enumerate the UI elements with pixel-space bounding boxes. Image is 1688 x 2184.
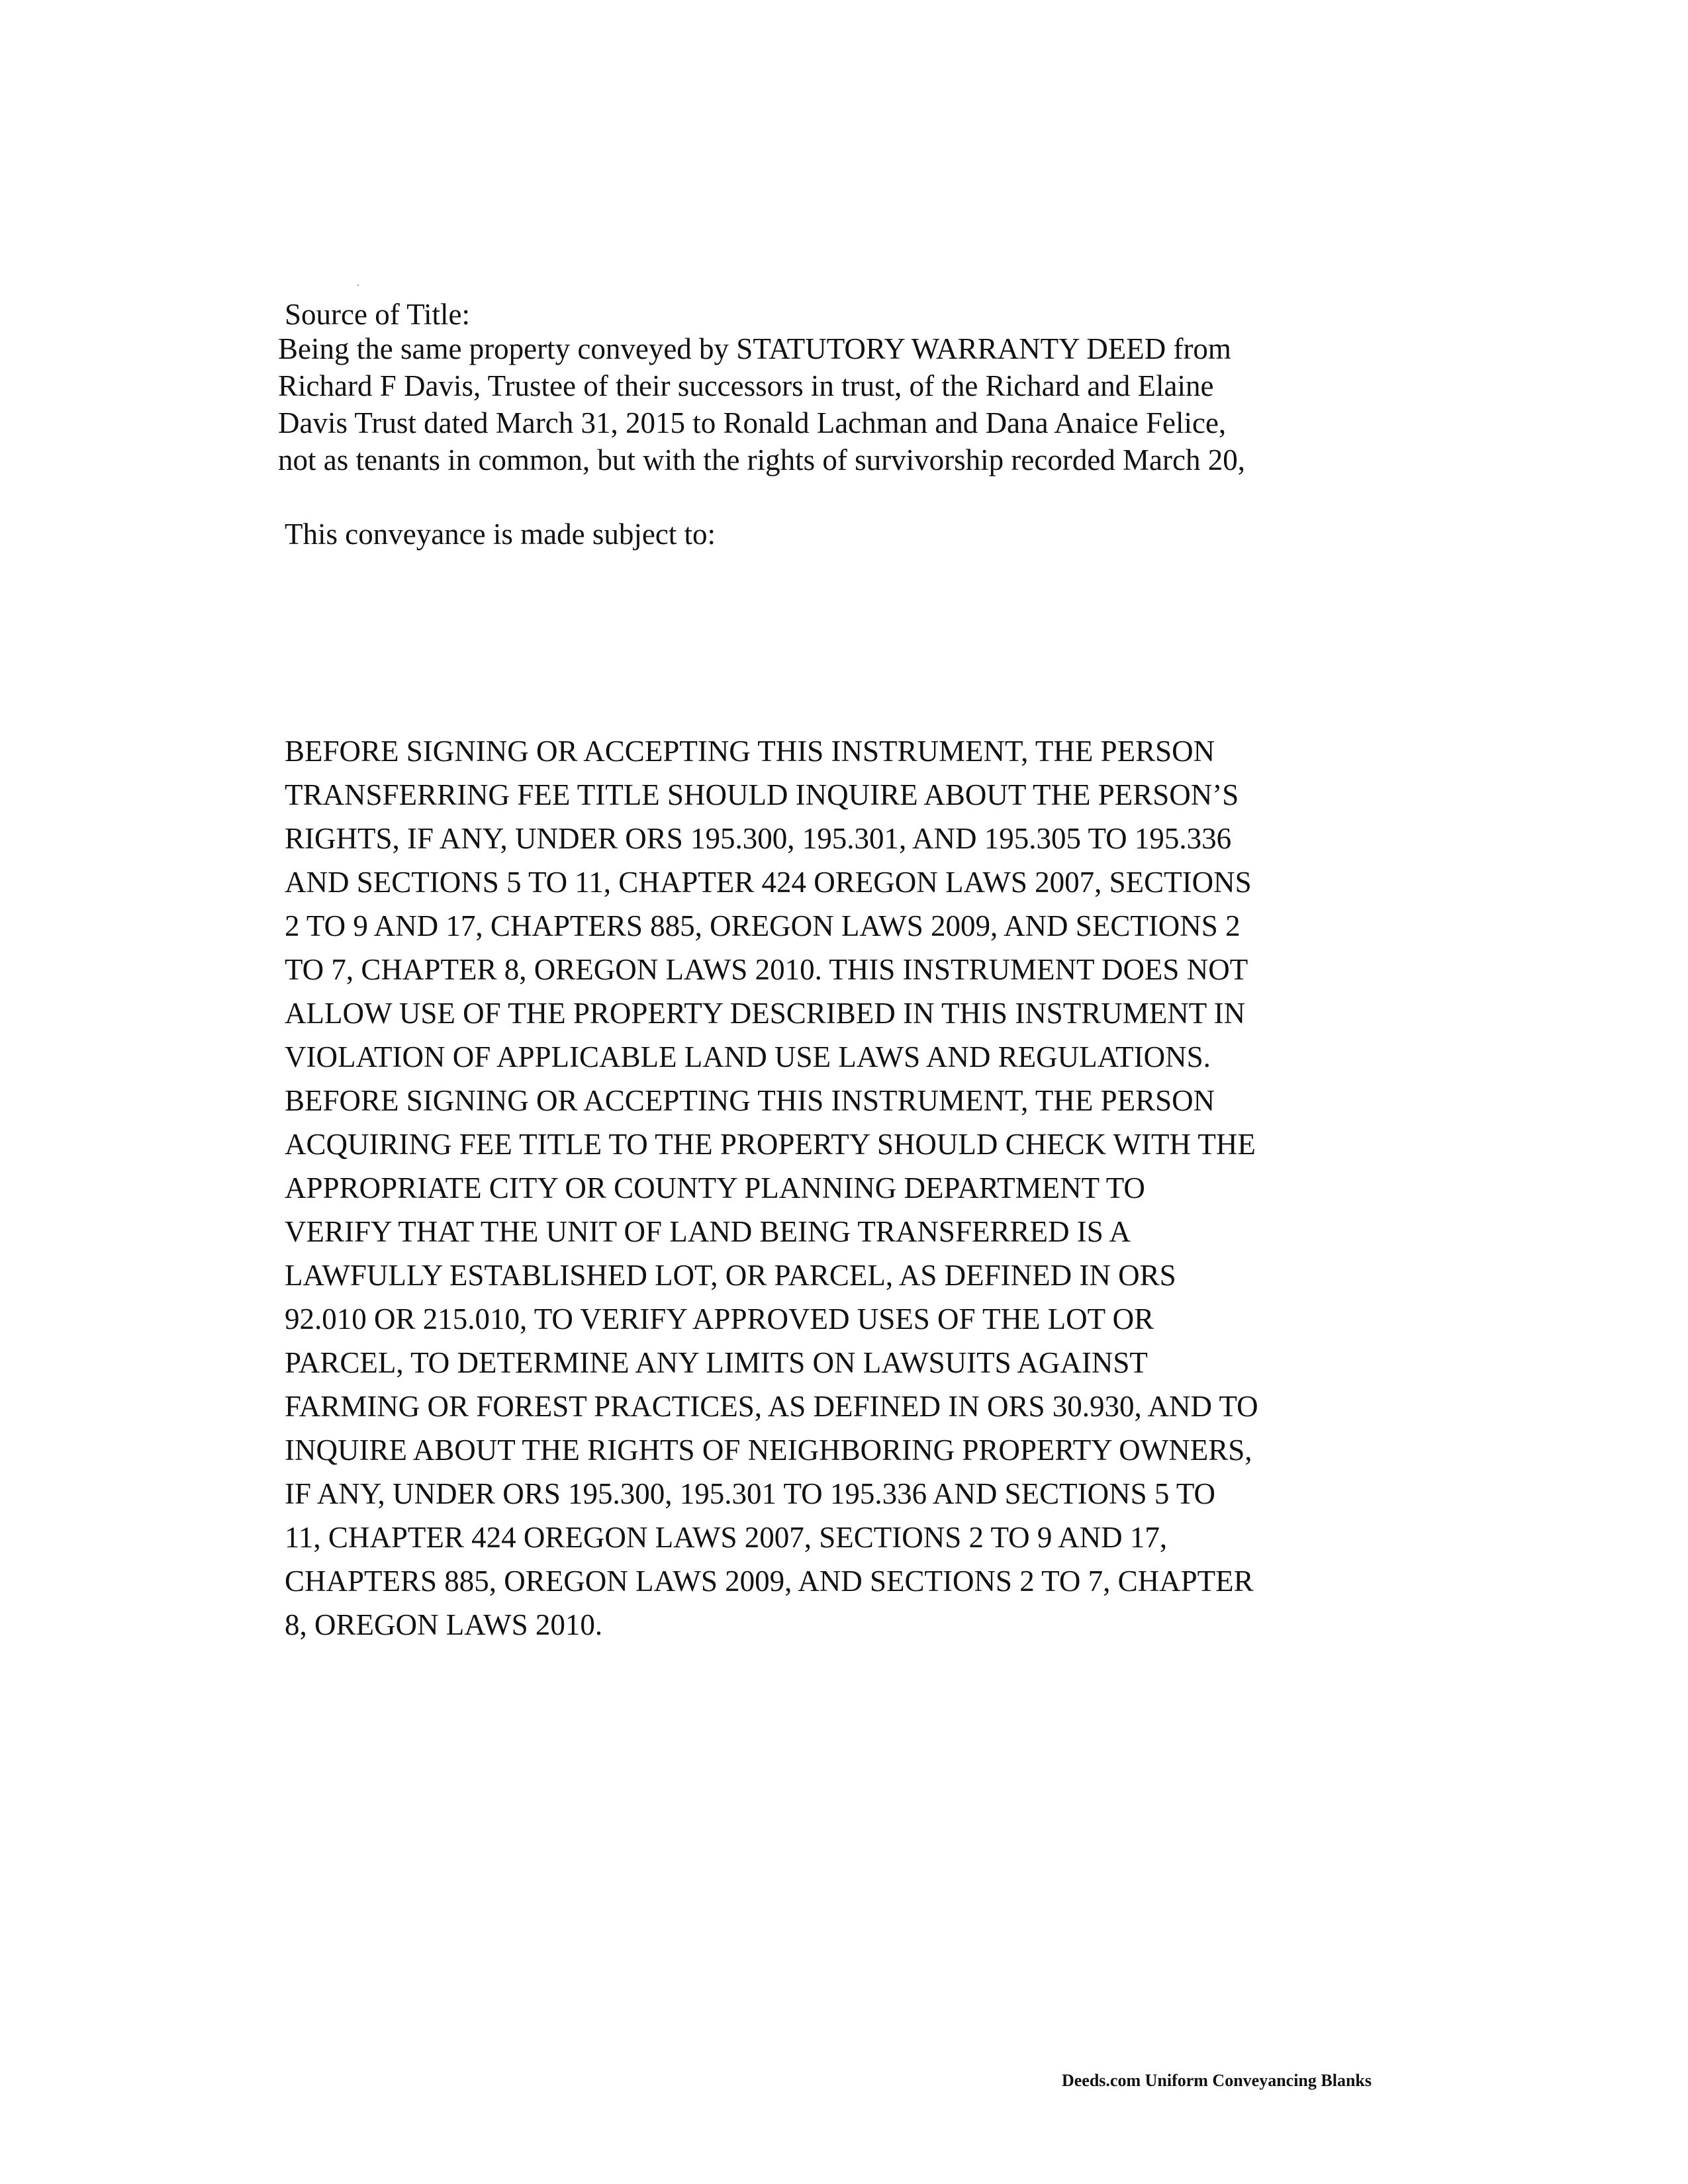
source-of-title-line: Davis Trust dated March 31, 2015 to Ronald Lachman and Dana Anaice Felice, bbox=[278, 406, 1227, 439]
source-of-title-line: not as tenants in common, but with the rights of survivorship recorded March 20, bbox=[278, 443, 1245, 477]
notice-line: PARCEL, TO DETERMINE ANY LIMITS ON LAWSUITS AGAINST bbox=[285, 1346, 1148, 1379]
scan-speck bbox=[357, 285, 359, 286]
notice-line: ACQUIRING FEE TITLE TO THE PROPERTY SHOULD CHECK WITH THE bbox=[285, 1128, 1256, 1161]
notice-line: 2 TO 9 AND 17, CHAPTERS 885, OREGON LAWS 2009, AND SECTIONS 2 bbox=[285, 909, 1241, 942]
notice-line: BEFORE SIGNING OR ACCEPTING THIS INSTRUMENT, THE PERSON bbox=[285, 735, 1215, 768]
notice-line: LAWFULLY ESTABLISHED LOT, OR PARCEL, AS DEFINED IN ORS bbox=[285, 1259, 1176, 1292]
notice-line: 11, CHAPTER 424 OREGON LAWS 2007, SECTIONS 2 TO 9 AND 17, bbox=[285, 1521, 1168, 1554]
notice-line: APPROPRIATE CITY OR COUNTY PLANNING DEPARTMENT TO bbox=[285, 1171, 1145, 1205]
source-of-title-line: Richard F Davis, Trustee of their successors in trust, of the Richard and Elaine bbox=[278, 369, 1214, 402]
notice-line: FARMING OR FOREST PRACTICES, AS DEFINED IN ORS 30.930, AND TO bbox=[285, 1390, 1258, 1423]
notice-line: INQUIRE ABOUT THE RIGHTS OF NEIGHBORING PROPERTY OWNERS, bbox=[285, 1433, 1252, 1467]
notice-line: CHAPTERS 885, OREGON LAWS 2009, AND SECTIONS 2 TO 7, CHAPTER bbox=[285, 1565, 1254, 1598]
notice-line: IF ANY, UNDER ORS 195.300, 195.301 TO 195.336 AND SECTIONS 5 TO bbox=[285, 1477, 1216, 1510]
notice-line: TRANSFERRING FEE TITLE SHOULD INQUIRE ABOUT THE PERSON’S bbox=[285, 778, 1239, 811]
footer-credit: Deeds.com Uniform Conveyancing Blanks bbox=[1061, 2071, 1372, 2090]
notice-line: BEFORE SIGNING OR ACCEPTING THIS INSTRUMENT, THE PERSON bbox=[285, 1084, 1215, 1117]
notice-line: AND SECTIONS 5 TO 11, CHAPTER 424 OREGON LAWS 2007, SECTIONS bbox=[285, 866, 1252, 899]
subject-to-line: This conveyance is made subject to: bbox=[285, 518, 716, 551]
notice-line: ALLOW USE OF THE PROPERTY DESCRIBED IN THIS INSTRUMENT IN bbox=[285, 997, 1246, 1030]
notice-line: VERIFY THAT THE UNIT OF LAND BEING TRANSFERRED IS A bbox=[285, 1215, 1131, 1248]
notice-line: RIGHTS, IF ANY, UNDER ORS 195.300, 195.301, AND 195.305 TO 195.336 bbox=[285, 822, 1232, 855]
notice-line: 8, OREGON LAWS 2010. bbox=[285, 1608, 603, 1641]
source-of-title-line: Being the same property conveyed by STATUTORY WARRANTY DEED from bbox=[278, 332, 1231, 365]
source-of-title-heading: Source of Title: bbox=[285, 298, 471, 331]
notice-line: TO 7, CHAPTER 8, OREGON LAWS 2010. THIS INSTRUMENT DOES NOT bbox=[285, 953, 1248, 986]
notice-line: VIOLATION OF APPLICABLE LAND USE LAWS AND REGULATIONS. bbox=[285, 1040, 1211, 1073]
notice-line: 92.010 OR 215.010, TO VERIFY APPROVED USES OF THE LOT OR bbox=[285, 1302, 1154, 1336]
